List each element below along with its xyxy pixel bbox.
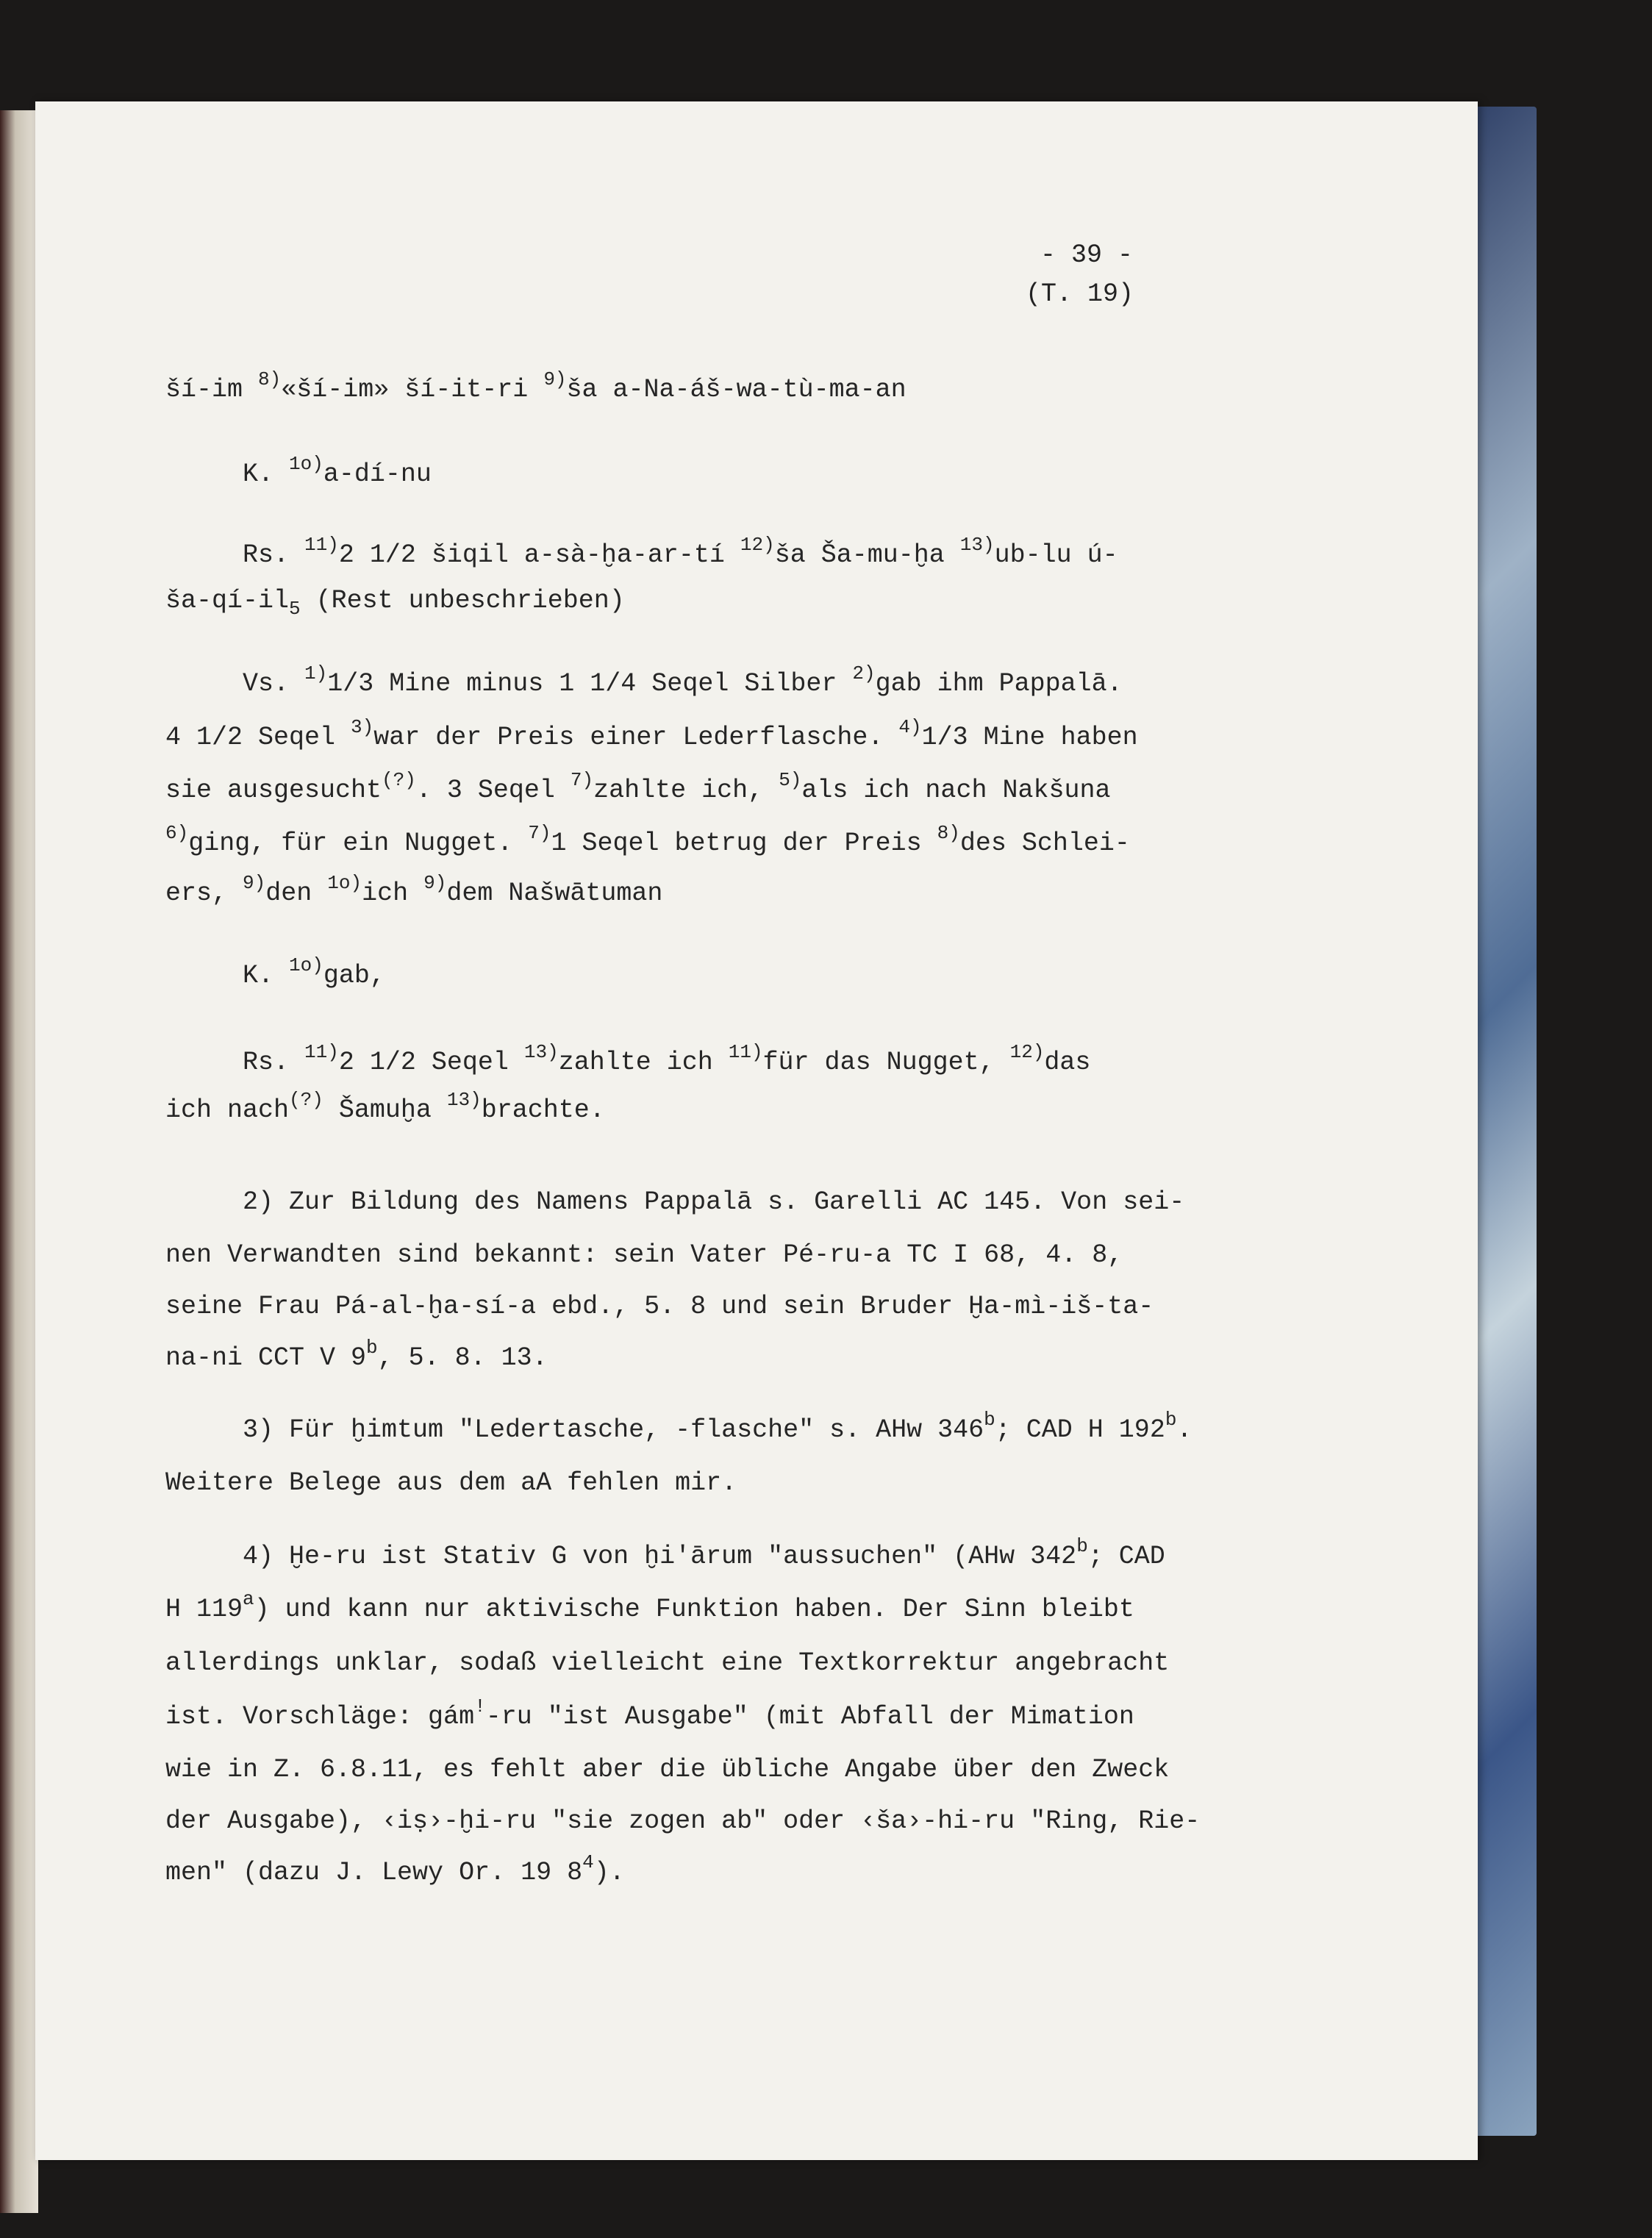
- translation-line: 4 1/2 Seqel $^{3)}$war der Preis einer Lederflasche. $^{4)}$1/3 Mine haben: [165, 716, 1138, 752]
- page-number: - 39 -: [1040, 240, 1134, 270]
- transliteration-line: ší-im $^{8)}$«ší-im» ší-it-ri $^{9)}$ša a-Na-áš-wa-tù-ma-an: [165, 368, 907, 404]
- footnote-line: ist. Vorschläge: gám!-ru "ist Ausgabe" (mit Abfall der Mimation: [165, 1695, 1134, 1731]
- tablet-reference: (T. 19): [1026, 279, 1134, 309]
- footnote-line: allerdings unklar, sodaß vielleicht eine Textkorrektur angebracht: [165, 1648, 1170, 1678]
- footnote-line: Weitere Belege aus dem aA fehlen mir.: [165, 1468, 737, 1498]
- document-page: [35, 101, 1478, 2160]
- translation-line: $^{6)}$ging, für ein Nugget. $^{7)}$1 Seqel betrug der Preis $^{8)}$des Schlei-: [165, 822, 1130, 858]
- footnote-line: 4) Ḫe-ru ist Stativ G von ḫi'ārum "aussuchen" (AHw 342$^b$; CAD: [243, 1535, 1165, 1571]
- translation-line: K. $^{1o)}$gab,: [243, 954, 385, 990]
- transliteration-line: $ša-qí-il_5$ (Rest unbeschrieben): [165, 586, 625, 620]
- translation-line: ers, $^{9)}$den $^{1o)}$ich $^{9)}$dem Našwātuman: [165, 872, 663, 908]
- footnote-line: seine Frau Pá-al-ḫa-sí-a ebd., 5. 8 und sein Bruder Ḫa-mì-iš-ta-: [165, 1292, 1154, 1321]
- translation-line: Vs. $^{1)}$1/3 Mine minus 1 1/4 Seqel Silber $^{2)}$gab ihm Pappalā.: [243, 662, 1123, 698]
- footnote-line: wie in Z. 6.8.11, es fehlt aber die übliche Angabe über den Zweck: [165, 1755, 1170, 1784]
- transliteration-line: Rs. $^{11)}$2 1/2 šiqil a-sà-ḫa-ar-tí $^{12)}$ša Ša-mu-ḫa $^{13)}$ub-lu ú-: [243, 534, 1118, 570]
- translation-line: sie ausgesucht(?). 3 Seqel $^{7)}$zahlte ich, $^{5)}$als ich nach Nakšuna: [165, 769, 1111, 805]
- adjacent-page-edge: [0, 110, 38, 2213]
- footnote-line: men" (dazu J. Lewy Or. 19 $8^4$).: [165, 1851, 625, 1887]
- footnote-line: nen Verwandten sind bekannt: sein Vater Pé-ru-a TC I 68, 4. 8,: [165, 1240, 1123, 1270]
- footnote-line: H 119$^a$) und kann nur aktivische Funktion haben. Der Sinn bleibt: [165, 1588, 1134, 1624]
- translation-line: Rs. $^{11)}$2 1/2 Seqel $^{13)}$zahlte ich $^{11)}$für das Nugget, $^{12)}$das: [243, 1041, 1091, 1077]
- transliteration-line: K. $^{1o)}$a-dí-nu: [243, 453, 432, 489]
- footnote-line: na-ni CCT V 9$^b$, 5. 8. 13.: [165, 1337, 548, 1373]
- footnote-line: 2) Zur Bildung des Namens Pappalā s. Garelli AC 145. Von sei-: [243, 1187, 1185, 1217]
- footnote-line: der Ausgabe), ‹iṣ›-ḫi-ru "sie zogen ab" oder ‹ša›-hi-ru "Ring, Rie-: [165, 1806, 1201, 1836]
- footnote-line: 3) Für ḫimtum "Ledertasche, -flasche" s. AHw 346$^b$; CAD H 192$^b$.: [243, 1409, 1192, 1445]
- translation-line: ich nach(?) Šamuḫa $^{13)}$brachte.: [165, 1089, 605, 1125]
